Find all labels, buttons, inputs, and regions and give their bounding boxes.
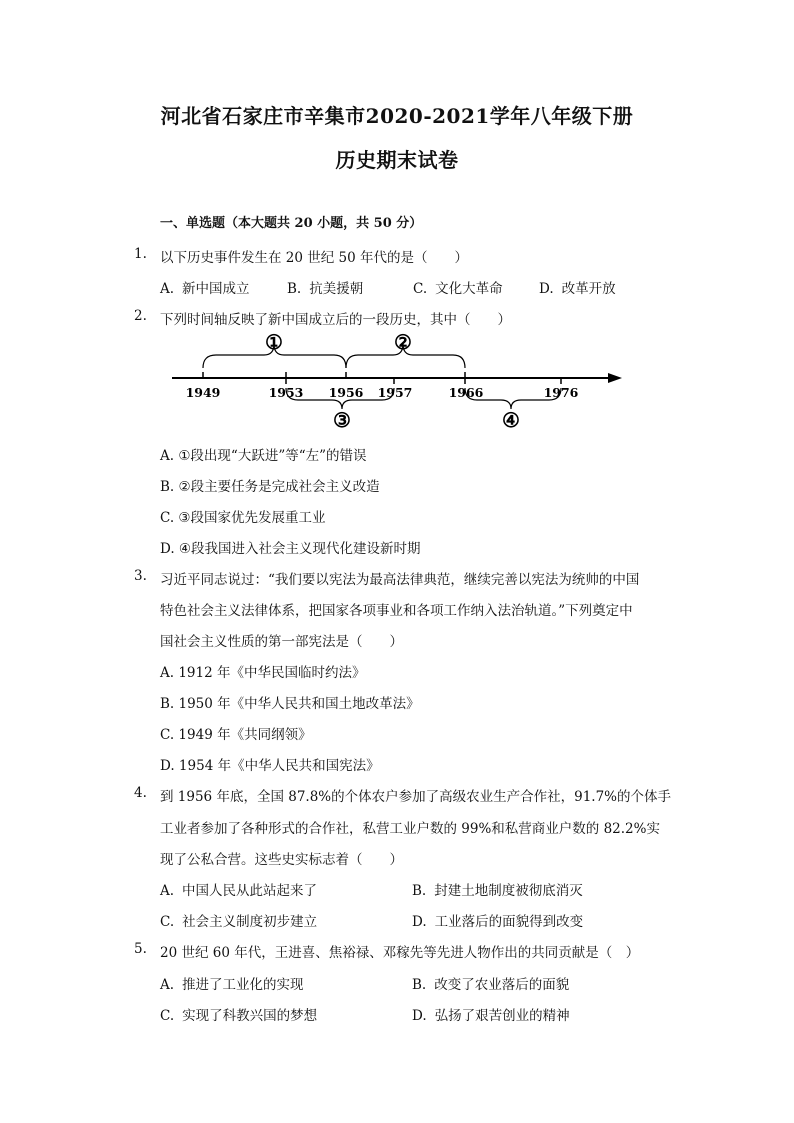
question-number: 1.: [134, 246, 147, 262]
option-letter: B.: [412, 883, 427, 899]
option-c: C. ③段国家优先发展重工业: [160, 510, 326, 526]
year-label: 1957: [377, 385, 413, 400]
year-label: 1966: [448, 385, 484, 400]
option-a: [160, 973, 304, 993]
option-letter: B.: [287, 281, 302, 297]
option-text: 弘扬了艰苦创业的精神: [434, 1008, 570, 1024]
year-label: 1956: [328, 385, 364, 400]
timeline-arrowhead: [608, 373, 622, 383]
option-c: [413, 277, 503, 297]
option-text: 新中国成立: [182, 281, 250, 297]
option-d: D. 1954 年《中华人民共和国宪法》: [160, 758, 380, 774]
year-label: 1976: [543, 385, 579, 400]
timeline-diagram: [160, 330, 630, 435]
option-letter: A.: [160, 883, 175, 899]
option-letter: C.: [160, 1008, 175, 1024]
question-stem-line2: 工业者参加了各种形式的合作社，私营工业户数的 99%和私营商业户数的 82.2%实: [160, 821, 660, 837]
question-stem-line2: 特色社会主义法律体系，把国家各项事业和各项工作纳入法治轨道。”下列奠定中: [160, 603, 633, 619]
option-d: [412, 1004, 570, 1024]
option-c: [160, 910, 317, 930]
option-letter: C.: [160, 914, 175, 930]
question-stem-line1: 到 1956 年底，全国 87.8%的个体农户参加了高级农业生产合作社，91.7%的个体手: [160, 789, 672, 805]
option-a: A. ①段出现“大跃进”等“左”的错误: [160, 448, 367, 464]
section-heading: 一、单选题（本大题共 20 小题，共 50 分）: [160, 216, 423, 231]
question-stem: 下列时间轴反映了新中国成立后的一段历史，其中（ ）: [160, 312, 511, 328]
segment-label-2: ②: [394, 330, 412, 354]
option-text: 抗美援朝: [309, 281, 364, 297]
option-d: [539, 277, 616, 297]
question-stem: 以下历史事件发生在 20 世纪 50 年代的是（ ）: [160, 250, 469, 266]
year-label: 1953: [268, 385, 304, 400]
option-b: [287, 277, 363, 297]
year-label: 1949: [185, 385, 221, 400]
option-text: 社会主义制度初步建立: [182, 914, 318, 930]
option-letter: A.: [160, 281, 175, 297]
segment-label-3: ③: [333, 408, 351, 432]
question-stem: 20 世纪 60 年代，王进喜、焦裕禄、邓稼先等先进人物作出的共同贡献是（ ）: [160, 945, 640, 961]
option-text: 实现了科教兴国的梦想: [182, 1008, 318, 1024]
option-b: B. ②段主要任务是完成社会主义改造: [160, 479, 380, 495]
option-b: B. 1950 年《中华人民共和国土地改革法》: [160, 696, 420, 712]
question-stem-line3: 现了公私合营。这些史实标志着（ ）: [160, 852, 403, 868]
question-stem-line3: 国社会主义性质的第一部宪法是（ ）: [160, 634, 403, 650]
question-number: 4.: [134, 785, 147, 801]
option-c: [160, 1004, 317, 1024]
question-number: 3.: [134, 568, 147, 584]
option-letter: C.: [413, 281, 428, 297]
exam-title-line1: 河北省石家庄市辛集市2020-2021学年八年级下册: [160, 104, 634, 128]
option-letter: A.: [160, 977, 175, 993]
option-a: [160, 879, 317, 899]
option-b: [412, 879, 583, 899]
option-a: A. 1912 年《中华民国临时约法》: [160, 665, 366, 681]
option-text: 中国人民从此站起来了: [182, 883, 318, 899]
option-letter: D.: [412, 914, 427, 930]
option-d: D. ④段我国进入社会主义现代化建设新时期: [160, 541, 421, 557]
option-text: 封建土地制度被彻底消灭: [434, 883, 583, 899]
exam-title-line2: 历史期末试卷: [335, 148, 459, 172]
segment-label-1: ①: [265, 330, 283, 354]
option-letter: D.: [412, 1008, 427, 1024]
option-text: 文化大革命: [435, 281, 503, 297]
option-letter: B.: [412, 977, 427, 993]
question-number: 5.: [134, 941, 147, 957]
option-c: C. 1949 年《共同纲领》: [160, 727, 312, 743]
option-a: [160, 277, 250, 297]
question-stem-line1: 习近平同志说过：“我们要以宪法为最高法律典范，继续完善以宪法为统帅的中国: [160, 572, 640, 588]
segment-label-4: ④: [502, 408, 520, 432]
option-text: 改革开放: [561, 281, 616, 297]
question-number: 2.: [134, 308, 147, 324]
option-text: 推进了工业化的实现: [182, 977, 304, 993]
option-b: [412, 973, 569, 993]
option-letter: D.: [539, 281, 554, 297]
option-d: [412, 910, 583, 930]
option-text: 工业落后的面貌得到改变: [434, 914, 584, 930]
option-text: 改变了农业落后的面貌: [434, 977, 570, 993]
